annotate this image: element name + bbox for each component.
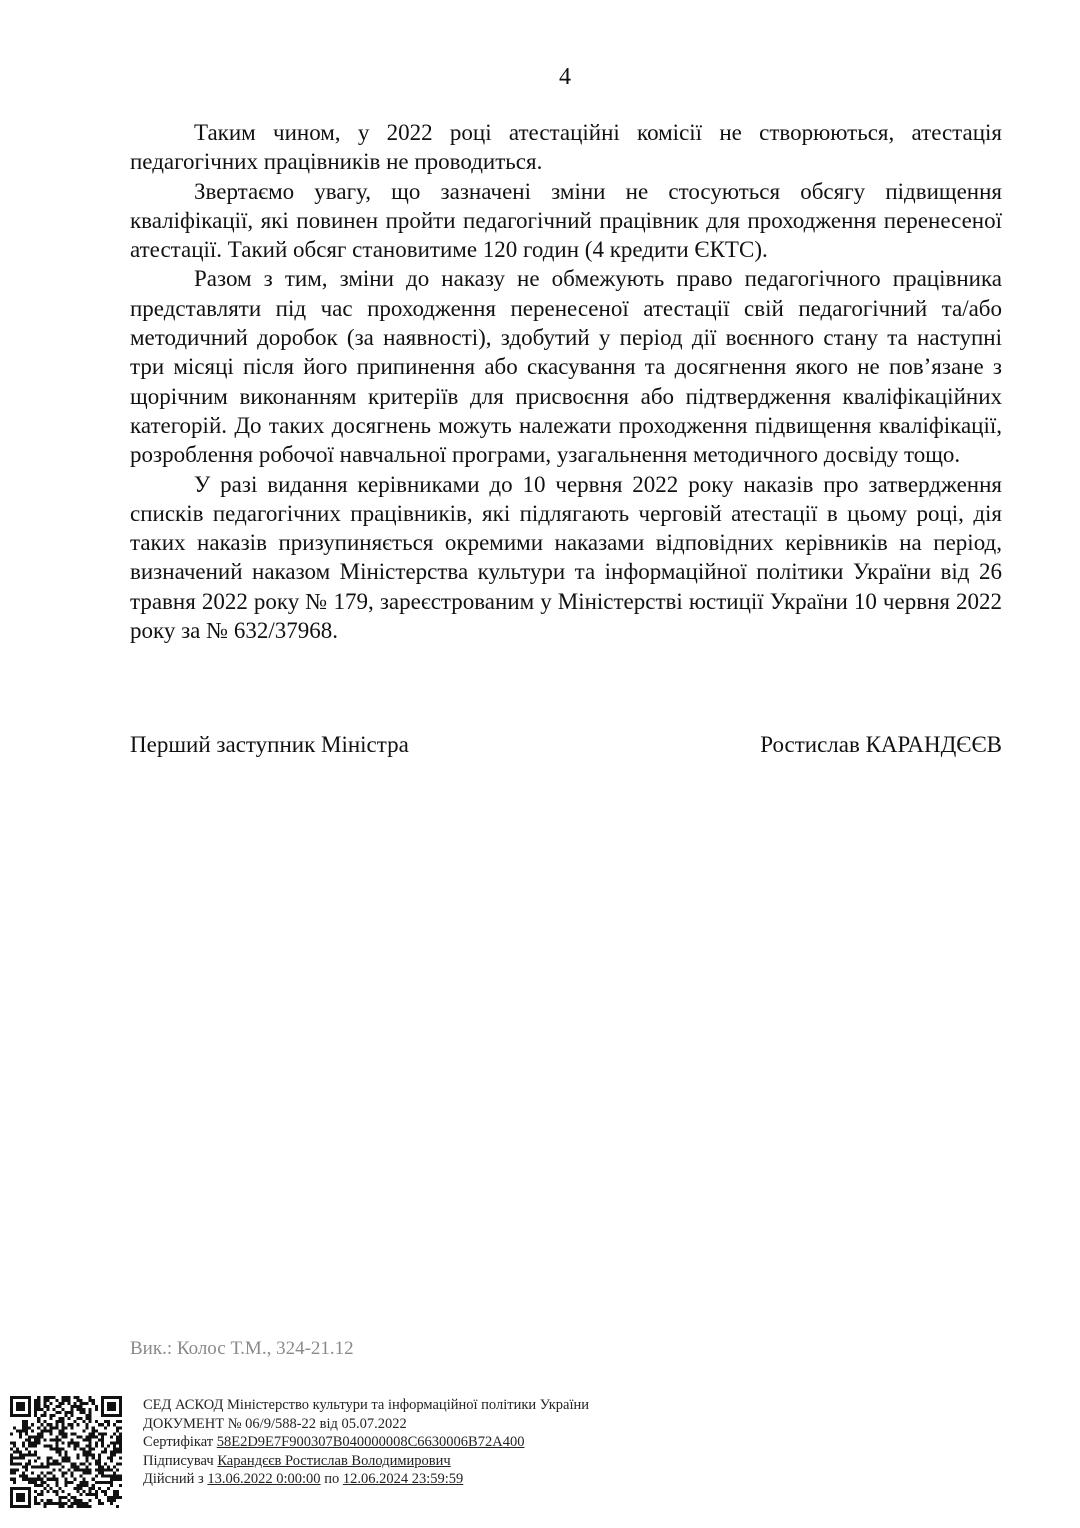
valid-to: 12.06.2024 23:59:59 — [342, 1471, 464, 1488]
sed-system: СЕД АСКОД Міністерство культури та інформаційної політики України — [143, 1397, 590, 1413]
paragraph-2: Звертаємо увагу, що зазначені зміни не стосуються обсягу підвищення кваліфікації, які повинен пройти педагогічний працівник для проходження перенесеної атестації. Такий обсяг становитиме 120 годин (4 кредити ЄКТС). — [130, 178, 1002, 263]
certificate-id: 58E2D9E7F900307B040000008C6630006B72A400 — [216, 1434, 525, 1451]
sed-document: ДОКУМЕНТ № 06/9/588-22 від 05.07.2022 — [143, 1415, 407, 1432]
signatory-name: Ростислав КАРАНДЄЄВ — [760, 732, 1002, 757]
certificate-label: Сертифікат — [143, 1434, 214, 1451]
signer-label: Підписувач — [143, 1452, 214, 1469]
paragraph-4: У разі видання керівниками до 10 червня 2022 року наказів про затвердження списків педагогічних працівників, які підлягають черговій атестації в цьому році, дія таких наказів призупиняється окремими наказами відповідних керівників на період, визначений наказом Міністерства культури та інформаційної політики України від 26 травня 2022 року № 179, зареєстрованим у Міністерстві юстиції України 10 червня 2022 року за № 632/37968. — [130, 471, 1002, 644]
signature-block — [130, 732, 1002, 758]
sed-signer-line — [143, 1452, 589, 1471]
paragraph-1: Таким чином, у 2022 році атестаційні комісії не створюються, атестація педагогічних працівників не проводиться. — [130, 120, 1002, 175]
signer-name: Карандєєв Ростислав Володимирович — [217, 1452, 451, 1469]
valid-from: 13.06.2022 0:00:00 — [207, 1471, 321, 1488]
valid-to-label: по — [324, 1471, 340, 1488]
qr-modules — [10, 1396, 122, 1508]
executor-note: Вик.: Колос Т.М., 324-21.12 — [130, 1338, 354, 1359]
sed-validity-line — [143, 1470, 589, 1489]
page-number: 4 — [559, 64, 571, 90]
sed-certificate-line — [143, 1433, 589, 1452]
electronic-signature-stamp — [143, 1396, 589, 1489]
qr-code-icon — [10, 1396, 122, 1508]
paragraph-3: Разом з тим, зміни до наказу не обмежують право педагогічного працівника представляти під час проходження перенесеної атестації свій педагогічний та/або методичний доробок (за наявності), здобутий у період дії воєнного стану та наступні три місяці після його припинення або скасування та досягнення якого не пов’язане з щорічним виконанням критеріїв для присвоєння або підтвердження кваліфікаційних категорій. До таких досягнень можуть належати проходження підвищення кваліфікації, розроблення робочої навчальної програми, узагальнення методичного досвіду тощо. — [130, 266, 1002, 468]
signatory-position: Перший заступник Міністра — [130, 732, 409, 757]
valid-from-label: Дійсний з — [143, 1471, 204, 1488]
letter-body — [130, 118, 1002, 645]
